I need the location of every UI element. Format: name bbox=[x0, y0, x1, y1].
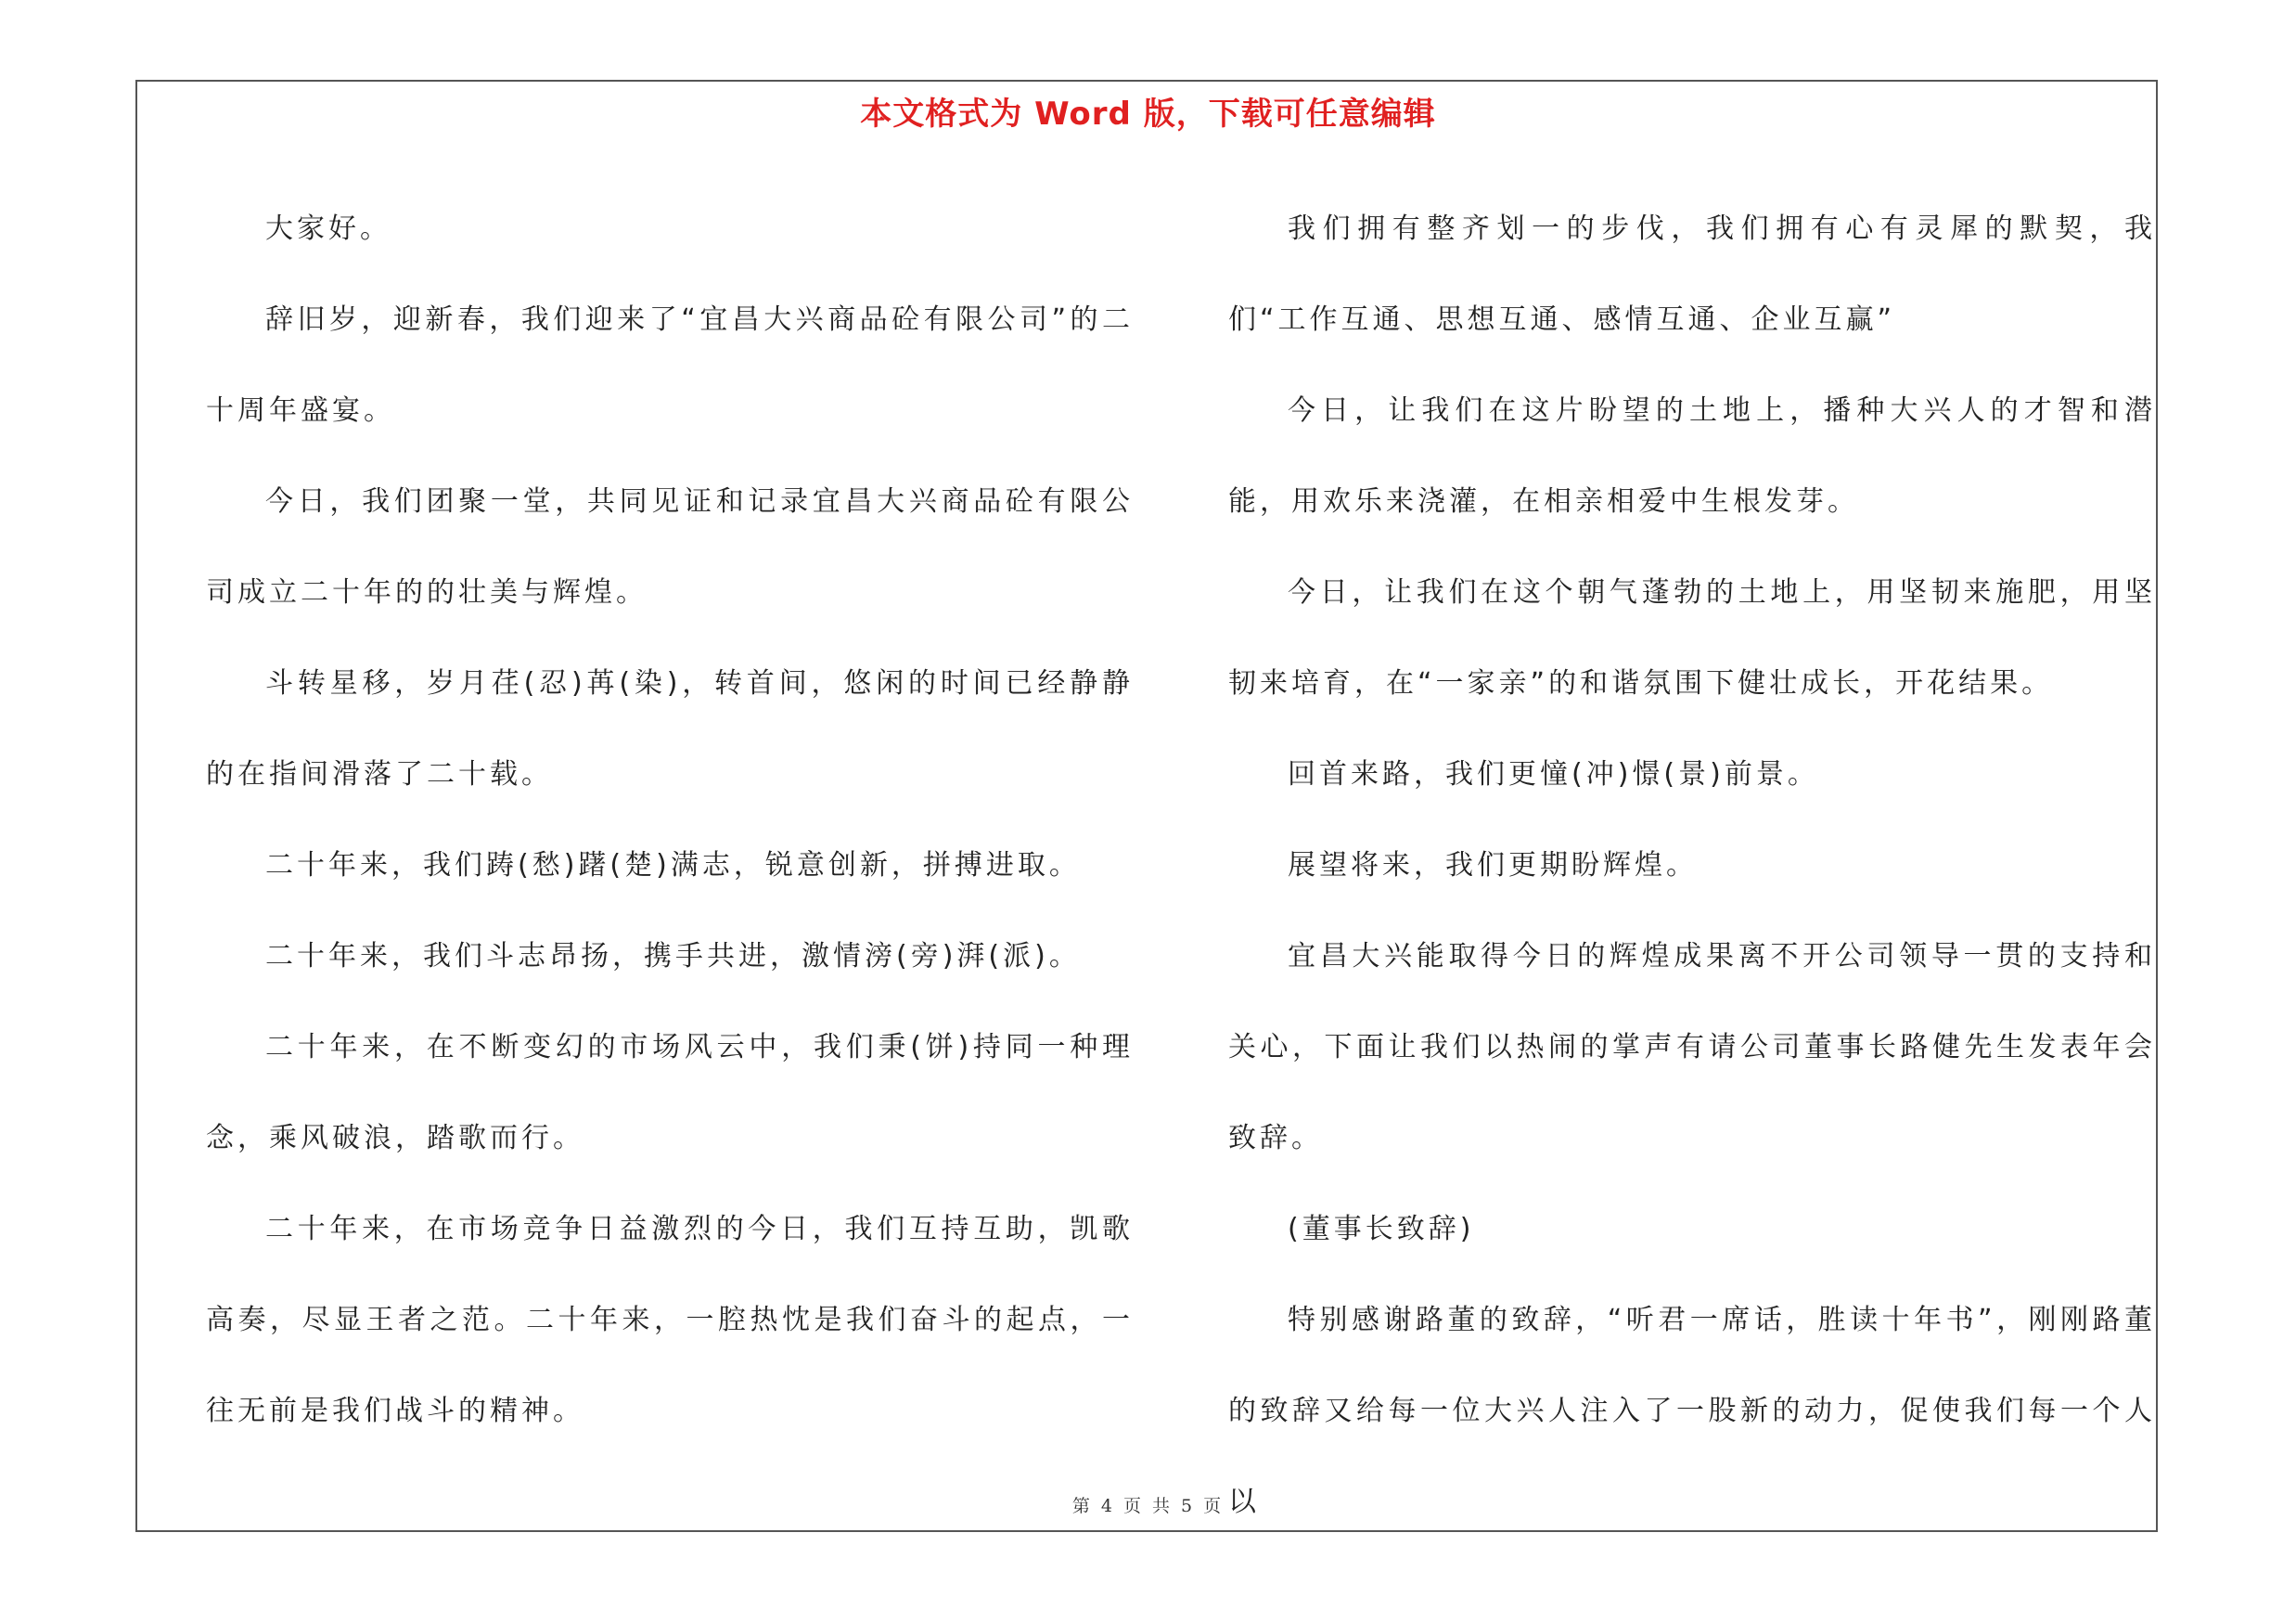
page-number: 第 4 页 共 5 页 bbox=[1071, 1496, 1225, 1516]
paragraph: 今日，我们团聚一堂，共同见证和记录宜昌大兴商品砼有限公司成立二十年的的壮美与辉煌。 bbox=[206, 485, 1134, 609]
paragraph: 二十年来，在市场竞争日益激烈的今日，我们互持互助，凯歌高奏，尽显王者之范。二十年来，一腔热忱是我们奋斗的起点，一往无前是我们战斗的精神。 bbox=[206, 1213, 1134, 1427]
paragraph: 大家好。 bbox=[265, 213, 391, 245]
paragraph: 回首来路，我们更憧(冲)憬(景)前景。 bbox=[1288, 758, 1819, 791]
paragraph: 二十年来，我们踌(愁)躇(楚)满志，锐意创新，拼搏进取。 bbox=[265, 849, 1081, 882]
paragraph: 展望将来，我们更期盼辉煌。 bbox=[1288, 849, 1698, 882]
left-column bbox=[206, 184, 1134, 1457]
right-column bbox=[1228, 184, 2156, 1548]
paragraph: 特别感谢路董的致辞，“听君一席话，胜读十年书”，刚刚路董的致辞又给每一位大兴人注入了一股新的动力，促使我们每一个人以 bbox=[1228, 1304, 2156, 1518]
paragraph: 辞旧岁，迎新春，我们迎来了“宜昌大兴商品砼有限公司”的二十周年盛宴。 bbox=[206, 303, 1134, 427]
format-banner: 本文格式为 Word 版，下载可任意编辑 bbox=[860, 96, 1436, 133]
paragraph: 二十年来，在不断变幻的市场风云中，我们秉(饼)持同一种理念，乘风破浪，踏歌而行。 bbox=[206, 1031, 1134, 1154]
paragraph: 斗转星移，岁月荏(忍)苒(染)，转首间，悠闲的时间已经静静的在指间滑落了二十载。 bbox=[206, 667, 1134, 791]
paragraph: 今日，让我们在这片盼望的土地上，播种大兴人的才智和潜能，用欢乐来浇灌，在相亲相爱中生根发芽。 bbox=[1228, 394, 2156, 518]
paragraph: 宜昌大兴能取得今日的辉煌成果离不开公司领导一贯的支持和关心，下面让我们以热闹的掌声有请公司董事长路健先生发表年会致辞。 bbox=[1228, 940, 2156, 1154]
paragraph: (董事长致辞) bbox=[1288, 1213, 1475, 1245]
paragraph: 今日，让我们在这个朝气蓬勃的土地上，用坚韧来施肥，用坚韧来培育，在“一家亲”的和谐氛围下健壮成长，开花结果。 bbox=[1228, 576, 2156, 700]
paragraph: 二十年来，我们斗志昂扬，携手共进，激情滂(旁)湃(派)。 bbox=[265, 940, 1081, 973]
paragraph: 我们拥有整齐划一的步伐，我们拥有心有灵犀的默契，我们“工作互通、思想互通、感情互通、企业互赢” bbox=[1228, 213, 2156, 336]
